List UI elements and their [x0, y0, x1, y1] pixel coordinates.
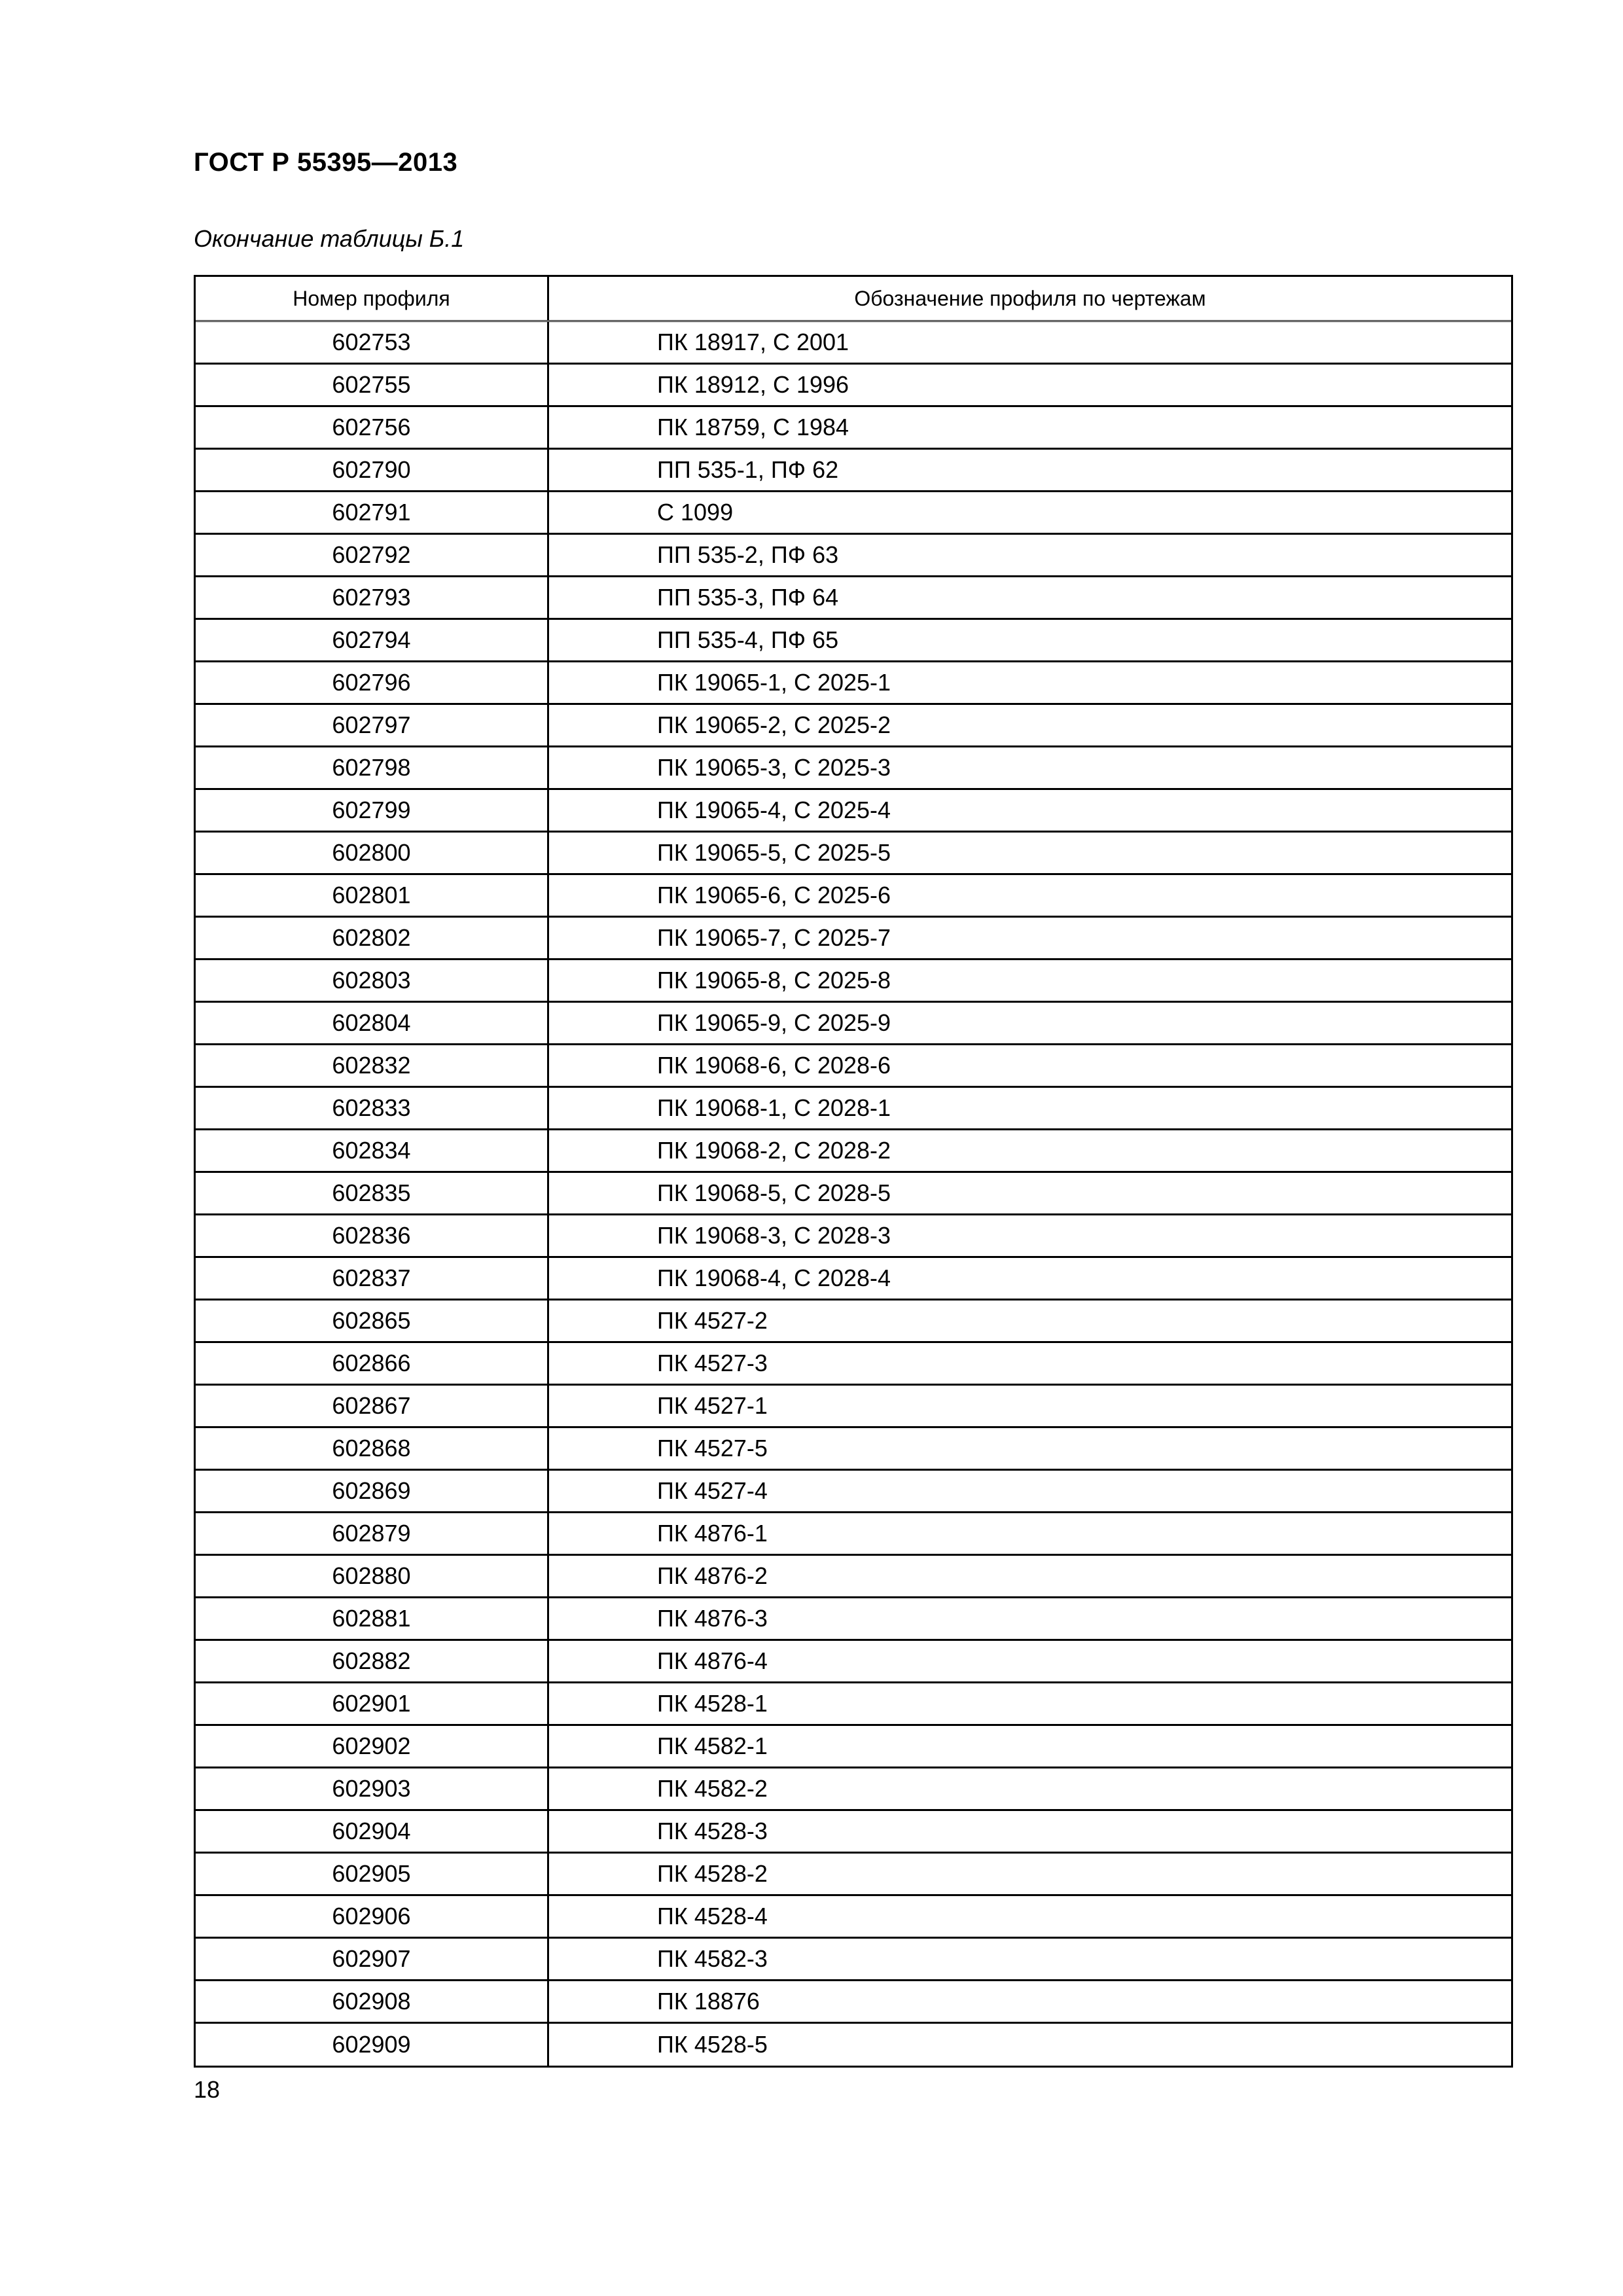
table-row [196, 1981, 1511, 2024]
table-row [196, 1939, 1511, 1981]
cell-profile-designation: ПК 4582-1 [657, 1732, 768, 1759]
cell-profile-designation: ПК 19068-1, С 2028-1 [657, 1094, 891, 1121]
cell-profile-designation: ПК 4527-1 [657, 1392, 768, 1419]
cell-profile-number: 602796 [196, 662, 549, 703]
cell-profile-designation: ПК 18912, С 1996 [657, 371, 849, 398]
table-caption: Окончание таблицы Б.1 [194, 225, 465, 252]
cell-profile-number: 602756 [196, 407, 549, 448]
cell-profile-number: 602865 [196, 1300, 549, 1341]
cell-profile-number: 602881 [196, 1598, 549, 1639]
cell-profile-designation: ПК 19065-5, С 2025-5 [657, 839, 891, 866]
cell-profile-designation: ПК 19068-5, С 2028-5 [657, 1179, 891, 1206]
cell-profile-designation: ПК 18759, С 1984 [657, 414, 849, 440]
cell-profile-designation: ПК 4528-2 [657, 1860, 768, 1887]
cell-profile-number: 602901 [196, 1683, 549, 1724]
table-row [196, 535, 1511, 577]
table-row [196, 1811, 1511, 1854]
cell-profile-number: 602803 [196, 960, 549, 1001]
table-header-row [196, 277, 1511, 322]
cell-profile-designation: ПК 4876-4 [657, 1647, 768, 1674]
cell-profile-number: 602791 [196, 492, 549, 533]
table-row [196, 1003, 1511, 1045]
table-row [196, 705, 1511, 747]
table-row [196, 1088, 1511, 1130]
cell-profile-designation: ПК 19068-3, С 2028-3 [657, 1222, 891, 1249]
cell-profile-designation: ПК 4528-4 [657, 1903, 768, 1929]
cell-profile-number: 602835 [196, 1173, 549, 1213]
cell-profile-number: 602798 [196, 747, 549, 788]
cell-profile-number: 602903 [196, 1768, 549, 1809]
cell-profile-number: 602905 [196, 1854, 549, 1894]
table-row [196, 1258, 1511, 1300]
table-body [196, 322, 1511, 2066]
cell-profile-number: 602880 [196, 1556, 549, 1596]
table-row [196, 1130, 1511, 1173]
table-row [196, 875, 1511, 918]
cell-profile-designation: ПК 4527-2 [657, 1307, 768, 1334]
cell-profile-number: 602909 [196, 2024, 549, 2066]
header-profile-designation: Обозначение профиля по чертежам [854, 286, 1206, 310]
cell-profile-number: 602834 [196, 1130, 549, 1171]
cell-profile-designation: ПП 535-3, ПФ 64 [657, 584, 839, 611]
cell-profile-designation: ПП 535-4, ПФ 65 [657, 626, 839, 653]
cell-profile-designation: ПК 19065-3, С 2025-3 [657, 754, 891, 781]
table-row [196, 322, 1511, 365]
table-row [196, 407, 1511, 450]
table-row [196, 960, 1511, 1003]
table-row [196, 833, 1511, 875]
cell-profile-number: 602837 [196, 1258, 549, 1299]
table-row [196, 1896, 1511, 1939]
cell-profile-number: 602908 [196, 1981, 549, 2022]
cell-profile-number: 602797 [196, 705, 549, 745]
cell-profile-number: 602794 [196, 620, 549, 660]
table-row [196, 492, 1511, 535]
profiles-table [194, 275, 1513, 2068]
cell-profile-number: 602833 [196, 1088, 549, 1128]
cell-profile-number: 602868 [196, 1428, 549, 1469]
table-row [196, 620, 1511, 662]
table-row [196, 1556, 1511, 1598]
cell-profile-designation: ПК 19068-2, С 2028-2 [657, 1137, 891, 1164]
table-row [196, 1300, 1511, 1343]
table-row [196, 2024, 1511, 2066]
cell-profile-designation: ПК 18876 [657, 1988, 760, 2015]
cell-profile-designation: С 1099 [657, 499, 734, 526]
header-profile-number: Номер профиля [196, 277, 549, 320]
cell-profile-designation: ПК 19065-6, С 2025-6 [657, 882, 891, 908]
cell-profile-designation: ПК 19068-6, С 2028-6 [657, 1052, 891, 1079]
cell-profile-number: 602799 [196, 790, 549, 831]
table-row [196, 1683, 1511, 1726]
cell-profile-number: 602753 [196, 322, 549, 363]
cell-profile-designation: ПК 19068-4, С 2028-4 [657, 1265, 891, 1291]
table-row [196, 790, 1511, 833]
cell-profile-designation: ПК 19065-9, С 2025-9 [657, 1009, 891, 1036]
cell-profile-number: 602836 [196, 1215, 549, 1256]
cell-profile-designation: ПП 535-2, ПФ 63 [657, 541, 839, 568]
table-row [196, 1045, 1511, 1088]
cell-profile-designation: ПК 4876-2 [657, 1562, 768, 1589]
cell-profile-designation: ПК 4582-2 [657, 1775, 768, 1802]
table-row [196, 1343, 1511, 1386]
document-title: ГОСТ Р 55395—2013 [194, 148, 458, 177]
cell-profile-number: 602882 [196, 1641, 549, 1681]
table-row [196, 1641, 1511, 1683]
table-row [196, 1471, 1511, 1513]
cell-profile-designation: ПК 19065-4, С 2025-4 [657, 797, 891, 823]
table-row [196, 365, 1511, 407]
cell-profile-number: 602832 [196, 1045, 549, 1086]
table-row [196, 1513, 1511, 1556]
table-row [196, 1173, 1511, 1215]
cell-profile-number: 602790 [196, 450, 549, 490]
cell-profile-number: 602866 [196, 1343, 549, 1384]
cell-profile-number: 602793 [196, 577, 549, 618]
cell-profile-number: 602792 [196, 535, 549, 575]
cell-profile-designation: ПК 4527-3 [657, 1350, 768, 1376]
cell-profile-designation: ПК 4528-1 [657, 1690, 768, 1717]
cell-profile-number: 602902 [196, 1726, 549, 1767]
table-row [196, 577, 1511, 620]
cell-profile-designation: ПК 18917, С 2001 [657, 329, 849, 355]
cell-profile-designation: ПК 4582-3 [657, 1945, 768, 1972]
cell-profile-designation: ПК 19065-1, С 2025-1 [657, 669, 891, 696]
cell-profile-number: 602879 [196, 1513, 549, 1554]
table-row [196, 918, 1511, 960]
table-row [196, 1215, 1511, 1258]
cell-profile-designation: ПК 4528-3 [657, 1818, 768, 1844]
cell-profile-number: 602904 [196, 1811, 549, 1852]
cell-profile-number: 602906 [196, 1896, 549, 1937]
table-row [196, 1386, 1511, 1428]
table-row [196, 1428, 1511, 1471]
table-row [196, 1854, 1511, 1896]
cell-profile-designation: ПК 19065-8, С 2025-8 [657, 967, 891, 994]
cell-profile-number: 602804 [196, 1003, 549, 1043]
cell-profile-designation: ПК 19065-2, С 2025-2 [657, 711, 891, 738]
cell-profile-designation: ПК 4876-1 [657, 1520, 768, 1547]
cell-profile-designation: ПК 4528-5 [657, 2031, 768, 2058]
cell-profile-designation: ПП 535-1, ПФ 62 [657, 456, 839, 483]
cell-profile-number: 602802 [196, 918, 549, 958]
cell-profile-number: 602869 [196, 1471, 549, 1511]
table-row [196, 747, 1511, 790]
cell-profile-number: 602800 [196, 833, 549, 873]
cell-profile-designation: ПК 4876-3 [657, 1605, 768, 1632]
table-row [196, 1598, 1511, 1641]
table-row [196, 450, 1511, 492]
table-row [196, 1768, 1511, 1811]
cell-profile-designation: ПК 19065-7, С 2025-7 [657, 924, 891, 951]
cell-profile-number: 602801 [196, 875, 549, 916]
table-row [196, 1726, 1511, 1768]
cell-profile-designation: ПК 4527-5 [657, 1435, 768, 1462]
table-row [196, 662, 1511, 705]
cell-profile-number: 602755 [196, 365, 549, 405]
cell-profile-number: 602907 [196, 1939, 549, 1979]
cell-profile-designation: ПК 4527-4 [657, 1477, 768, 1504]
page-number: 18 [194, 2076, 221, 2103]
cell-profile-number: 602867 [196, 1386, 549, 1426]
